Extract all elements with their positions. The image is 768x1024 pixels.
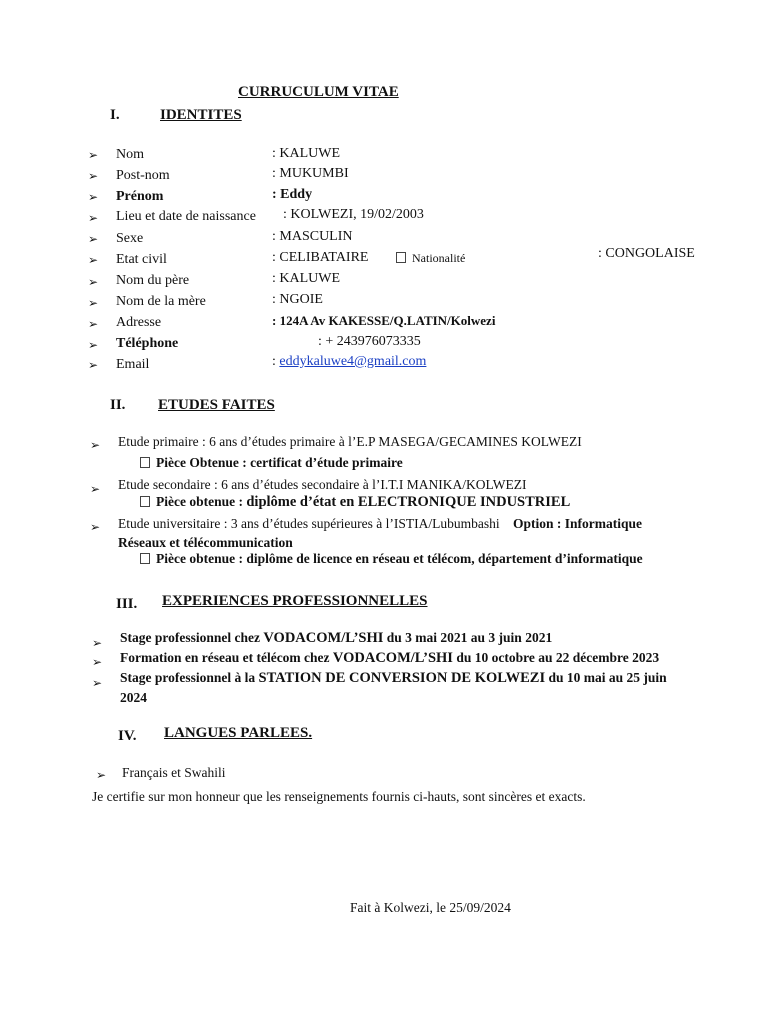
section-number-experiences: III. bbox=[116, 596, 138, 612]
etude-primaire: Etude primaire : 6 ans d’études primaire à l’E.P MASEGA/GECAMINES KOLWEZI bbox=[118, 434, 582, 449]
bullet-icon: ➢ bbox=[88, 232, 99, 246]
checkbox-icon bbox=[140, 553, 150, 564]
experience-3-line2: 2024 bbox=[120, 690, 147, 705]
etude-universitaire-line2: Réseaux et télécommunication bbox=[118, 535, 293, 550]
bullet-icon: ➢ bbox=[90, 438, 101, 452]
piece-universitaire-value: diplôme de licence en réseau et télécom, département d’informatique bbox=[246, 551, 643, 566]
checkbox-icon bbox=[140, 457, 150, 468]
identity-label-prenom: Prénom bbox=[116, 189, 164, 204]
identity-value-pere: : KALUWE bbox=[272, 271, 341, 286]
identity-label-nationalite: Nationalité bbox=[412, 251, 466, 265]
experience-1-dates: du 3 mai 2021 au 3 juin 2021 bbox=[383, 630, 553, 645]
etude-universitaire-text: Etude universitaire : 3 ans d’études supérieures à l’ISTIA/Lubumbashi bbox=[118, 516, 500, 531]
identity-value-sexe: : MASCULIN bbox=[272, 229, 353, 244]
identity-value-nom: : KALUWE bbox=[272, 146, 341, 161]
identity-label-mere: Nom de la mère bbox=[116, 294, 206, 309]
section-number-identites: I. bbox=[110, 107, 120, 123]
section-title-langues: LANGUES PARLEES. bbox=[164, 725, 313, 741]
experience-2-desc: Formation en réseau et télécom chez bbox=[120, 650, 333, 665]
identity-label-email: Email bbox=[116, 357, 150, 372]
piece-primaire-text: Pièce Obtenue : certificat d’étude primaire bbox=[156, 455, 403, 470]
experience-item bbox=[120, 670, 667, 687]
bullet-icon: ➢ bbox=[96, 768, 107, 782]
experience-1-desc: Stage professionnel chez bbox=[120, 630, 264, 645]
piece-universitaire-label: Pièce obtenue : bbox=[156, 551, 243, 566]
experience-1-org: VODACOM/L’SHI bbox=[263, 630, 384, 646]
bullet-icon: ➢ bbox=[88, 296, 99, 310]
checkbox-icon bbox=[396, 252, 406, 263]
bullet-icon: ➢ bbox=[90, 482, 101, 496]
document-title: CURRUCULUM VITAE bbox=[238, 84, 399, 100]
identity-label-postnom: Post-nom bbox=[116, 168, 170, 183]
etude-secondaire: Etude secondaire : 6 ans d’études secondaire à l’I.T.I MANIKA/KOLWEZI bbox=[118, 477, 527, 492]
signature-place-date: Fait à Kolwezi, le 25/09/2024 bbox=[350, 900, 511, 915]
section-number-etudes: II. bbox=[110, 397, 126, 413]
checkbox-icon bbox=[140, 496, 150, 507]
bullet-icon: ➢ bbox=[92, 676, 103, 690]
piece-secondaire-label: Pièce obtenue : bbox=[156, 494, 243, 509]
identity-label-telephone: Téléphone bbox=[116, 336, 179, 351]
piece-secondaire-value: diplôme d’état en ELECTRONIQUE INDUSTRIEL bbox=[246, 494, 571, 510]
email-colon: : bbox=[272, 354, 276, 369]
bullet-icon: ➢ bbox=[88, 211, 99, 225]
identity-label-pere: Nom du père bbox=[116, 273, 190, 288]
section-number-langues: IV. bbox=[118, 728, 137, 744]
experience-2-org: VODACOM/L’SHI bbox=[332, 650, 453, 666]
experience-3-desc: Stage professionnel à la bbox=[120, 670, 259, 685]
bullet-icon: ➢ bbox=[88, 169, 99, 183]
bullet-icon: ➢ bbox=[90, 520, 101, 534]
certification-statement: Je certifie sur mon honneur que les renseignements fournis ci-hauts, sont sincères et exacts. bbox=[92, 789, 586, 804]
bullet-icon: ➢ bbox=[88, 275, 99, 289]
identity-label-sexe: Sexe bbox=[116, 231, 144, 246]
identity-value-prenom: : Eddy bbox=[272, 187, 313, 202]
piece-primaire bbox=[140, 455, 403, 471]
experience-3-org: STATION DE CONVERSION DE KOLWEZI bbox=[258, 670, 546, 686]
bullet-icon: ➢ bbox=[92, 655, 103, 669]
bullet-icon: ➢ bbox=[88, 148, 99, 162]
identity-value-naissance: : KOLWEZI, 19/02/2003 bbox=[283, 207, 424, 222]
piece-secondaire bbox=[140, 494, 570, 511]
identity-value-etat-civil: : CELIBATAIRE bbox=[272, 250, 369, 265]
experience-2-dates: du 10 octobre au 22 décembre 2023 bbox=[452, 650, 660, 665]
experience-item bbox=[120, 650, 659, 667]
langues-item: Français et Swahili bbox=[122, 765, 226, 780]
bullet-icon: ➢ bbox=[88, 190, 99, 204]
bullet-icon: ➢ bbox=[92, 636, 103, 650]
section-title-experiences: EXPERIENCES PROFESSIONNELLES bbox=[162, 593, 428, 609]
piece-universitaire bbox=[140, 551, 643, 567]
bullet-icon: ➢ bbox=[88, 338, 99, 352]
section-title-etudes: ETUDES FAITES bbox=[158, 397, 275, 413]
etude-universitaire-option: Option : Informatique bbox=[513, 516, 643, 531]
bullet-icon: ➢ bbox=[88, 317, 99, 331]
email-field bbox=[272, 354, 426, 370]
identity-label-naissance: Lieu et date de naissance bbox=[116, 209, 256, 224]
section-title-identites: IDENTITES bbox=[160, 107, 242, 123]
bullet-icon: ➢ bbox=[88, 253, 99, 267]
identity-label-etat-civil: Etat civil bbox=[116, 252, 167, 267]
identity-value-telephone: : + 243976073335 bbox=[318, 334, 421, 349]
identity-label-nom: Nom bbox=[116, 147, 144, 162]
nationalite-field bbox=[396, 251, 465, 266]
experience-3-dates: du 10 mai au 25 juin bbox=[545, 670, 667, 685]
etude-universitaire bbox=[118, 516, 642, 532]
identity-label-adresse: Adresse bbox=[116, 315, 162, 330]
email-link[interactable]: eddykaluwe4@gmail.com bbox=[279, 354, 427, 369]
identity-value-postnom: : MUKUMBI bbox=[272, 166, 349, 181]
experience-item bbox=[120, 630, 552, 647]
bullet-icon: ➢ bbox=[88, 358, 99, 372]
identity-value-nationalite: : CONGOLAISE bbox=[598, 246, 695, 261]
identity-value-adresse: : 124A Av KAKESSE/Q.LATIN/Kolwezi bbox=[272, 313, 496, 328]
identity-value-mere: : NGOIE bbox=[272, 292, 323, 307]
